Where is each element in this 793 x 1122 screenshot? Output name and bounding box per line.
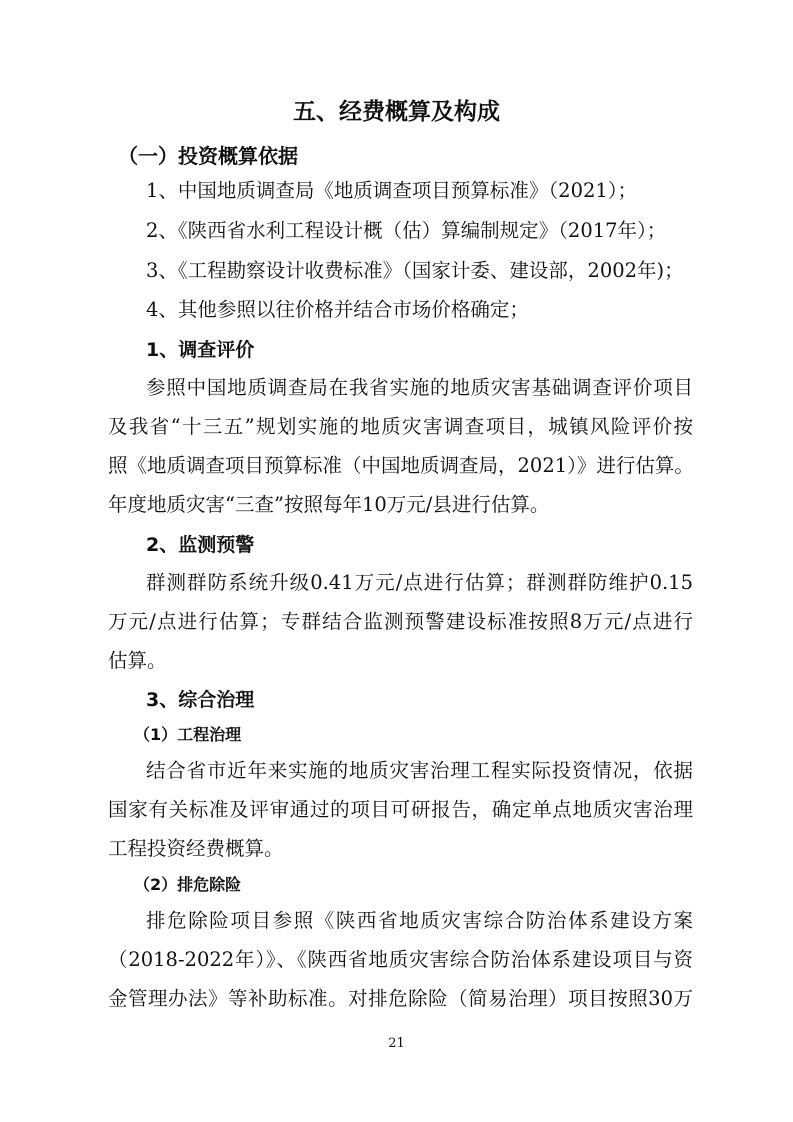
basis-item-3: 3、《工程勘察设计收费标准》（国家计委、建设部，2002年)； [146, 259, 684, 282]
basis-item-4: 4、其他参照以往价格并结合市场价格确定； [146, 298, 529, 321]
paragraph-line: 结合省市近年来实施的地质灾害治理工程实际投资情况，依据 [146, 759, 693, 782]
basis-item-1: 1、中国地质调查局《地质调查项目预算标准》（2021）； [146, 179, 638, 202]
paragraph-line: （2018-2022年）》、《陕西省地质灾害综合防治体系建设项目与资 [108, 948, 693, 971]
paragraph-line: 金管理办法》等补助标准。对排危除险（简易治理）项目按照30万 [108, 987, 693, 1010]
paragraph-line: 国家有关标准及评审通过的项目可研报告，确定单点地质灾害治理 [108, 798, 693, 821]
paragraph-line: 群测群防系统升级0.41万元/点进行估算；群测群防维护0.15 [146, 571, 693, 594]
paragraph-line: 照《地质调查项目预算标准（中国地质调查局，2021）》进行估算。 [108, 454, 694, 477]
paragraph-line: 年度地质灾害“三查”按照每年10万元/县进行估算。 [108, 493, 550, 516]
paragraph-line: 工程投资经费概算。 [108, 837, 284, 860]
page-title: 五、经费概算及构成 [293, 99, 500, 125]
subheading-engineering-governance: （1）工程治理 [134, 725, 242, 744]
paragraph-line: 万元/点进行估算；专群结合监测预警建设标准按照8万元/点进行 [108, 610, 693, 633]
section-heading-investment-basis: （一）投资概算依据 [118, 144, 298, 168]
subheading-comprehensive-governance: 3、综合治理 [146, 689, 255, 711]
basis-item-2: 2、《陕西省水利工程设计概（估）算编制规定》（2017年）； [146, 219, 667, 242]
subheading-hazard-removal: （2）排危除险 [134, 875, 242, 894]
paragraph-line: 参照中国地质调查局在我省实施的地质灾害基础调查评价项目 [146, 376, 693, 399]
paragraph-line: 及我省“十三五”规划实施的地质灾害调查项目，城镇风险评价按 [108, 415, 693, 438]
subheading-monitoring-warning: 2、监测预警 [146, 534, 255, 556]
paragraph-line: 排危除险项目参照《陕西省地质灾害综合防治体系建设方案 [146, 909, 693, 932]
paragraph-line: 估算。 [108, 649, 167, 672]
page-number: 21 [388, 1036, 405, 1051]
subheading-survey-evaluation: 1、调查评价 [146, 339, 255, 361]
